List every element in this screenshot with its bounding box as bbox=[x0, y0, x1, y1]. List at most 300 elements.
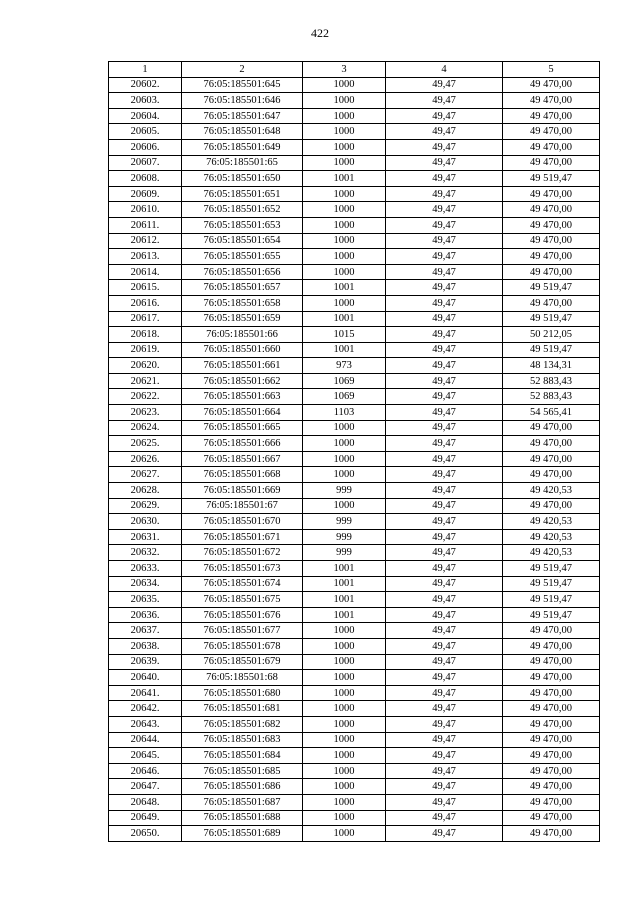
rate-cell: 49,47 bbox=[386, 264, 503, 280]
row-number-cell: 20639. bbox=[109, 654, 182, 670]
rate-cell: 49,47 bbox=[386, 93, 503, 109]
row-number-cell: 20646. bbox=[109, 763, 182, 779]
table-row bbox=[109, 810, 600, 826]
row-number-cell: 20647. bbox=[109, 779, 182, 795]
cadastral-number-cell: 76:05:185501:649 bbox=[182, 139, 303, 155]
cadastral-number-cell: 76:05:185501:672 bbox=[182, 545, 303, 561]
cadastral-number-cell: 76:05:185501:656 bbox=[182, 264, 303, 280]
area-cell: 1001 bbox=[303, 280, 386, 296]
cadastral-number-cell: 76:05:185501:670 bbox=[182, 514, 303, 530]
table-row bbox=[109, 327, 600, 343]
cadastral-number-cell: 76:05:185501:664 bbox=[182, 405, 303, 421]
table-row bbox=[109, 186, 600, 202]
cadastral-number-cell: 76:05:185501:653 bbox=[182, 217, 303, 233]
table-row bbox=[109, 607, 600, 623]
area-cell: 1000 bbox=[303, 93, 386, 109]
cadastral-number-cell: 76:05:185501:67 bbox=[182, 498, 303, 514]
rate-cell: 49,47 bbox=[386, 342, 503, 358]
amount-cell: 49 470,00 bbox=[503, 186, 600, 202]
column-header-1: 1 bbox=[109, 62, 182, 78]
rate-cell: 49,47 bbox=[386, 826, 503, 842]
table-header bbox=[109, 62, 600, 78]
cadastral-number-cell: 76:05:185501:65 bbox=[182, 155, 303, 171]
table-row bbox=[109, 576, 600, 592]
table-row bbox=[109, 748, 600, 764]
cadastral-number-cell: 76:05:185501:651 bbox=[182, 186, 303, 202]
row-number-cell: 20607. bbox=[109, 155, 182, 171]
page-number: 422 bbox=[311, 26, 329, 40]
row-number-cell: 20613. bbox=[109, 249, 182, 265]
cadastral-number-cell: 76:05:185501:661 bbox=[182, 358, 303, 374]
table-row bbox=[109, 93, 600, 109]
table-row bbox=[109, 108, 600, 124]
table-row bbox=[109, 561, 600, 577]
row-number-cell: 20648. bbox=[109, 794, 182, 810]
rate-cell: 49,47 bbox=[386, 139, 503, 155]
area-cell: 1000 bbox=[303, 249, 386, 265]
cadastral-number-cell: 76:05:185501:662 bbox=[182, 373, 303, 389]
cadastral-number-cell: 76:05:185501:66 bbox=[182, 327, 303, 343]
area-cell: 1000 bbox=[303, 701, 386, 717]
row-number-cell: 20610. bbox=[109, 202, 182, 218]
amount-cell: 49 470,00 bbox=[503, 139, 600, 155]
area-cell: 1015 bbox=[303, 327, 386, 343]
rate-cell: 49,47 bbox=[386, 592, 503, 608]
rate-cell: 49,47 bbox=[386, 358, 503, 374]
row-number-cell: 20633. bbox=[109, 561, 182, 577]
rate-cell: 49,47 bbox=[386, 155, 503, 171]
area-cell: 1000 bbox=[303, 794, 386, 810]
area-cell: 973 bbox=[303, 358, 386, 374]
area-cell: 1000 bbox=[303, 155, 386, 171]
rate-cell: 49,47 bbox=[386, 389, 503, 405]
row-number-cell: 20645. bbox=[109, 748, 182, 764]
area-cell: 1001 bbox=[303, 342, 386, 358]
column-header-4: 4 bbox=[386, 62, 503, 78]
area-cell: 1000 bbox=[303, 810, 386, 826]
area-cell: 1001 bbox=[303, 576, 386, 592]
row-number-cell: 20612. bbox=[109, 233, 182, 249]
table-row bbox=[109, 217, 600, 233]
amount-cell: 49 470,00 bbox=[503, 420, 600, 436]
area-cell: 1000 bbox=[303, 186, 386, 202]
cadastral-number-cell: 76:05:185501:647 bbox=[182, 108, 303, 124]
cadastral-number-cell: 76:05:185501:679 bbox=[182, 654, 303, 670]
row-number-cell: 20649. bbox=[109, 810, 182, 826]
area-cell: 1000 bbox=[303, 420, 386, 436]
table-row bbox=[109, 623, 600, 639]
area-cell: 999 bbox=[303, 514, 386, 530]
rate-cell: 49,47 bbox=[386, 732, 503, 748]
amount-cell: 52 883,43 bbox=[503, 389, 600, 405]
row-number-cell: 20616. bbox=[109, 295, 182, 311]
rate-cell: 49,47 bbox=[386, 654, 503, 670]
row-number-cell: 20623. bbox=[109, 405, 182, 421]
rate-cell: 49,47 bbox=[386, 529, 503, 545]
table-row bbox=[109, 405, 600, 421]
row-number-cell: 20611. bbox=[109, 217, 182, 233]
cadastral-number-cell: 76:05:185501:671 bbox=[182, 529, 303, 545]
amount-cell: 50 212,05 bbox=[503, 327, 600, 343]
cadastral-number-cell: 76:05:185501:683 bbox=[182, 732, 303, 748]
cadastral-number-cell: 76:05:185501:680 bbox=[182, 685, 303, 701]
rate-cell: 49,47 bbox=[386, 561, 503, 577]
area-cell: 1000 bbox=[303, 233, 386, 249]
row-number-cell: 20618. bbox=[109, 327, 182, 343]
area-cell: 1069 bbox=[303, 389, 386, 405]
area-cell: 1069 bbox=[303, 373, 386, 389]
amount-cell: 49 470,00 bbox=[503, 748, 600, 764]
amount-cell: 49 470,00 bbox=[503, 77, 600, 93]
rate-cell: 49,47 bbox=[386, 483, 503, 499]
rate-cell: 49,47 bbox=[386, 124, 503, 140]
area-cell: 1000 bbox=[303, 779, 386, 795]
area-cell: 1000 bbox=[303, 139, 386, 155]
cadastral-number-cell: 76:05:185501:665 bbox=[182, 420, 303, 436]
area-cell: 1000 bbox=[303, 685, 386, 701]
table-row bbox=[109, 280, 600, 296]
rate-cell: 49,47 bbox=[386, 249, 503, 265]
cadastral-number-cell: 76:05:185501:650 bbox=[182, 171, 303, 187]
table-row bbox=[109, 685, 600, 701]
row-number-cell: 20621. bbox=[109, 373, 182, 389]
table-row bbox=[109, 358, 600, 374]
cadastral-number-cell: 76:05:185501:646 bbox=[182, 93, 303, 109]
area-cell: 1000 bbox=[303, 202, 386, 218]
table-row bbox=[109, 716, 600, 732]
amount-cell: 49 470,00 bbox=[503, 623, 600, 639]
cadastral-number-cell: 76:05:185501:678 bbox=[182, 638, 303, 654]
area-cell: 1001 bbox=[303, 561, 386, 577]
cadastral-number-cell: 76:05:185501:648 bbox=[182, 124, 303, 140]
rate-cell: 49,47 bbox=[386, 233, 503, 249]
table-row bbox=[109, 763, 600, 779]
cadastral-number-cell: 76:05:185501:682 bbox=[182, 716, 303, 732]
amount-cell: 49 470,00 bbox=[503, 217, 600, 233]
cadastral-number-cell: 76:05:185501:669 bbox=[182, 483, 303, 499]
row-number-cell: 20614. bbox=[109, 264, 182, 280]
amount-cell: 49 470,00 bbox=[503, 108, 600, 124]
amount-cell: 49 519,47 bbox=[503, 576, 600, 592]
amount-cell: 49 470,00 bbox=[503, 701, 600, 717]
area-cell: 1000 bbox=[303, 763, 386, 779]
area-cell: 1103 bbox=[303, 405, 386, 421]
cadastral-number-cell: 76:05:185501:659 bbox=[182, 311, 303, 327]
cadastral-number-cell: 76:05:185501:685 bbox=[182, 763, 303, 779]
amount-cell: 49 519,47 bbox=[503, 171, 600, 187]
cadastral-number-cell: 76:05:185501:660 bbox=[182, 342, 303, 358]
amount-cell: 54 565,41 bbox=[503, 405, 600, 421]
area-cell: 1000 bbox=[303, 295, 386, 311]
amount-cell: 49 470,00 bbox=[503, 498, 600, 514]
row-number-cell: 20638. bbox=[109, 638, 182, 654]
amount-cell: 49 470,00 bbox=[503, 826, 600, 842]
row-number-cell: 20603. bbox=[109, 93, 182, 109]
column-header-2: 2 bbox=[182, 62, 303, 78]
rate-cell: 49,47 bbox=[386, 607, 503, 623]
cadastral-number-cell: 76:05:185501:688 bbox=[182, 810, 303, 826]
cadastral-number-cell: 76:05:185501:667 bbox=[182, 451, 303, 467]
rate-cell: 49,47 bbox=[386, 77, 503, 93]
rate-cell: 49,47 bbox=[386, 685, 503, 701]
row-number-cell: 20636. bbox=[109, 607, 182, 623]
amount-cell: 49 470,00 bbox=[503, 155, 600, 171]
row-number-cell: 20650. bbox=[109, 826, 182, 842]
table-row bbox=[109, 514, 600, 530]
rate-cell: 49,47 bbox=[386, 311, 503, 327]
area-cell: 1000 bbox=[303, 826, 386, 842]
cadastral-number-cell: 76:05:185501:657 bbox=[182, 280, 303, 296]
table-row bbox=[109, 794, 600, 810]
table-row bbox=[109, 779, 600, 795]
amount-cell: 49 470,00 bbox=[503, 670, 600, 686]
amount-cell: 49 470,00 bbox=[503, 732, 600, 748]
table-row bbox=[109, 202, 600, 218]
amount-cell: 49 470,00 bbox=[503, 124, 600, 140]
cadastral-number-cell: 76:05:185501:684 bbox=[182, 748, 303, 764]
cadastral-number-cell: 76:05:185501:689 bbox=[182, 826, 303, 842]
row-number-cell: 20641. bbox=[109, 685, 182, 701]
table-row bbox=[109, 529, 600, 545]
cadastral-number-cell: 76:05:185501:663 bbox=[182, 389, 303, 405]
table-row bbox=[109, 638, 600, 654]
area-cell: 1000 bbox=[303, 108, 386, 124]
amount-cell: 49 519,47 bbox=[503, 311, 600, 327]
table-row bbox=[109, 233, 600, 249]
amount-cell: 49 470,00 bbox=[503, 451, 600, 467]
amount-cell: 49 519,47 bbox=[503, 561, 600, 577]
cadastral-number-cell: 76:05:185501:687 bbox=[182, 794, 303, 810]
table-row bbox=[109, 155, 600, 171]
cadastral-number-cell: 76:05:185501:645 bbox=[182, 77, 303, 93]
area-cell: 1000 bbox=[303, 638, 386, 654]
table-row bbox=[109, 249, 600, 265]
row-number-cell: 20631. bbox=[109, 529, 182, 545]
rate-cell: 49,47 bbox=[386, 295, 503, 311]
amount-cell: 49 470,00 bbox=[503, 810, 600, 826]
table-row bbox=[109, 545, 600, 561]
amount-cell: 49 470,00 bbox=[503, 654, 600, 670]
row-number-cell: 20624. bbox=[109, 420, 182, 436]
area-cell: 1001 bbox=[303, 171, 386, 187]
cadastral-number-cell: 76:05:185501:674 bbox=[182, 576, 303, 592]
rate-cell: 49,47 bbox=[386, 576, 503, 592]
rate-cell: 49,47 bbox=[386, 467, 503, 483]
cadastral-number-cell: 76:05:185501:681 bbox=[182, 701, 303, 717]
row-number-cell: 20620. bbox=[109, 358, 182, 374]
amount-cell: 49 470,00 bbox=[503, 638, 600, 654]
table-row bbox=[109, 420, 600, 436]
rate-cell: 49,47 bbox=[386, 405, 503, 421]
area-cell: 1000 bbox=[303, 264, 386, 280]
area-cell: 1000 bbox=[303, 451, 386, 467]
amount-cell: 49 470,00 bbox=[503, 794, 600, 810]
row-number-cell: 20604. bbox=[109, 108, 182, 124]
area-cell: 1000 bbox=[303, 654, 386, 670]
table-row bbox=[109, 389, 600, 405]
table-row bbox=[109, 139, 600, 155]
row-number-cell: 20635. bbox=[109, 592, 182, 608]
amount-cell: 49 470,00 bbox=[503, 249, 600, 265]
rate-cell: 49,47 bbox=[386, 420, 503, 436]
rate-cell: 49,47 bbox=[386, 545, 503, 561]
table-row bbox=[109, 311, 600, 327]
cadastral-number-cell: 76:05:185501:666 bbox=[182, 436, 303, 452]
table-row bbox=[109, 295, 600, 311]
amount-cell: 49 519,47 bbox=[503, 280, 600, 296]
row-number-cell: 20617. bbox=[109, 311, 182, 327]
amount-cell: 49 470,00 bbox=[503, 467, 600, 483]
row-number-cell: 20640. bbox=[109, 670, 182, 686]
amount-cell: 49 470,00 bbox=[503, 763, 600, 779]
table-row bbox=[109, 826, 600, 842]
amount-cell: 49 519,47 bbox=[503, 592, 600, 608]
rate-cell: 49,47 bbox=[386, 186, 503, 202]
amount-cell: 49 470,00 bbox=[503, 436, 600, 452]
row-number-cell: 20619. bbox=[109, 342, 182, 358]
area-cell: 1001 bbox=[303, 607, 386, 623]
cadastral-number-cell: 76:05:185501:68 bbox=[182, 670, 303, 686]
table-row bbox=[109, 498, 600, 514]
rate-cell: 49,47 bbox=[386, 436, 503, 452]
rate-cell: 49,47 bbox=[386, 280, 503, 296]
cadastral-number-cell: 76:05:185501:652 bbox=[182, 202, 303, 218]
rate-cell: 49,47 bbox=[386, 779, 503, 795]
amount-cell: 49 470,00 bbox=[503, 295, 600, 311]
cadastral-number-cell: 76:05:185501:673 bbox=[182, 561, 303, 577]
row-number-cell: 20642. bbox=[109, 701, 182, 717]
area-cell: 1000 bbox=[303, 217, 386, 233]
row-number-cell: 20630. bbox=[109, 514, 182, 530]
amount-cell: 49 420,53 bbox=[503, 483, 600, 499]
table-row bbox=[109, 732, 600, 748]
table-row bbox=[109, 654, 600, 670]
area-cell: 1000 bbox=[303, 498, 386, 514]
rate-cell: 49,47 bbox=[386, 498, 503, 514]
area-cell: 999 bbox=[303, 545, 386, 561]
rate-cell: 49,47 bbox=[386, 716, 503, 732]
table-row bbox=[109, 171, 600, 187]
amount-cell: 49 519,47 bbox=[503, 342, 600, 358]
row-number-cell: 20615. bbox=[109, 280, 182, 296]
rate-cell: 49,47 bbox=[386, 810, 503, 826]
amount-cell: 49 470,00 bbox=[503, 202, 600, 218]
area-cell: 1000 bbox=[303, 748, 386, 764]
row-number-cell: 20625. bbox=[109, 436, 182, 452]
row-number-cell: 20634. bbox=[109, 576, 182, 592]
amount-cell: 49 420,53 bbox=[503, 514, 600, 530]
cadastral-number-cell: 76:05:185501:668 bbox=[182, 467, 303, 483]
table-row bbox=[109, 373, 600, 389]
amount-cell: 49 470,00 bbox=[503, 685, 600, 701]
row-number-cell: 20632. bbox=[109, 545, 182, 561]
area-cell: 1000 bbox=[303, 124, 386, 140]
table-row bbox=[109, 124, 600, 140]
cadastral-number-cell: 76:05:185501:675 bbox=[182, 592, 303, 608]
rate-cell: 49,47 bbox=[386, 794, 503, 810]
area-cell: 1001 bbox=[303, 311, 386, 327]
amount-cell: 52 883,43 bbox=[503, 373, 600, 389]
rate-cell: 49,47 bbox=[386, 327, 503, 343]
row-number-cell: 20608. bbox=[109, 171, 182, 187]
header-row bbox=[109, 62, 600, 78]
amount-cell: 49 519,47 bbox=[503, 607, 600, 623]
area-cell: 1000 bbox=[303, 77, 386, 93]
table-row bbox=[109, 670, 600, 686]
area-cell: 1000 bbox=[303, 467, 386, 483]
column-header-5: 5 bbox=[503, 62, 600, 78]
amount-cell: 49 470,00 bbox=[503, 93, 600, 109]
row-number-cell: 20626. bbox=[109, 451, 182, 467]
area-cell: 1000 bbox=[303, 670, 386, 686]
rate-cell: 49,47 bbox=[386, 451, 503, 467]
cadastral-number-cell: 76:05:185501:677 bbox=[182, 623, 303, 639]
area-cell: 999 bbox=[303, 483, 386, 499]
amount-cell: 49 470,00 bbox=[503, 779, 600, 795]
row-number-cell: 20629. bbox=[109, 498, 182, 514]
row-number-cell: 20602. bbox=[109, 77, 182, 93]
table-row bbox=[109, 467, 600, 483]
rate-cell: 49,47 bbox=[386, 670, 503, 686]
rate-cell: 49,47 bbox=[386, 373, 503, 389]
rate-cell: 49,47 bbox=[386, 638, 503, 654]
rate-cell: 49,47 bbox=[386, 202, 503, 218]
table-row bbox=[109, 483, 600, 499]
rate-cell: 49,47 bbox=[386, 217, 503, 233]
rate-cell: 49,47 bbox=[386, 763, 503, 779]
amount-cell: 49 470,00 bbox=[503, 716, 600, 732]
row-number-cell: 20644. bbox=[109, 732, 182, 748]
area-cell: 999 bbox=[303, 529, 386, 545]
table-row bbox=[109, 342, 600, 358]
amount-cell: 48 134,31 bbox=[503, 358, 600, 374]
cadastral-number-cell: 76:05:185501:655 bbox=[182, 249, 303, 265]
rate-cell: 49,47 bbox=[386, 623, 503, 639]
table-row bbox=[109, 436, 600, 452]
register-table bbox=[108, 61, 600, 842]
table-row bbox=[109, 451, 600, 467]
table-body bbox=[109, 77, 600, 841]
amount-cell: 49 470,00 bbox=[503, 233, 600, 249]
rate-cell: 49,47 bbox=[386, 748, 503, 764]
column-header-3: 3 bbox=[303, 62, 386, 78]
area-cell: 1000 bbox=[303, 623, 386, 639]
row-number-cell: 20609. bbox=[109, 186, 182, 202]
table-row bbox=[109, 701, 600, 717]
table-row bbox=[109, 77, 600, 93]
area-cell: 1000 bbox=[303, 732, 386, 748]
amount-cell: 49 470,00 bbox=[503, 264, 600, 280]
row-number-cell: 20643. bbox=[109, 716, 182, 732]
cadastral-number-cell: 76:05:185501:676 bbox=[182, 607, 303, 623]
row-number-cell: 20628. bbox=[109, 483, 182, 499]
row-number-cell: 20627. bbox=[109, 467, 182, 483]
row-number-cell: 20606. bbox=[109, 139, 182, 155]
amount-cell: 49 420,53 bbox=[503, 545, 600, 561]
table-row bbox=[109, 592, 600, 608]
table-row bbox=[109, 264, 600, 280]
rate-cell: 49,47 bbox=[386, 108, 503, 124]
cadastral-number-cell: 76:05:185501:686 bbox=[182, 779, 303, 795]
row-number-cell: 20605. bbox=[109, 124, 182, 140]
area-cell: 1000 bbox=[303, 436, 386, 452]
row-number-cell: 20622. bbox=[109, 389, 182, 405]
cadastral-number-cell: 76:05:185501:658 bbox=[182, 295, 303, 311]
area-cell: 1001 bbox=[303, 592, 386, 608]
rate-cell: 49,47 bbox=[386, 701, 503, 717]
cadastral-number-cell: 76:05:185501:654 bbox=[182, 233, 303, 249]
rate-cell: 49,47 bbox=[386, 514, 503, 530]
